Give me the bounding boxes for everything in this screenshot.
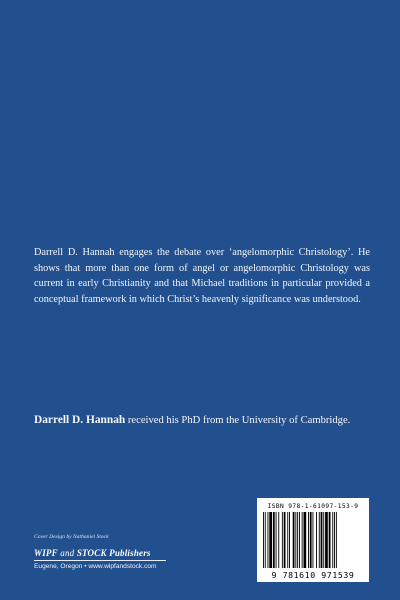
barcode-bar — [304, 512, 307, 568]
publisher-name-publishers: Publishers — [106, 548, 151, 558]
barcode-bar — [316, 512, 317, 568]
publisher-name-wipf: WIPF — [34, 548, 58, 558]
isbn-barcode — [257, 498, 369, 582]
barcode-bar — [329, 512, 331, 568]
barcode-bar — [276, 512, 277, 568]
barcode-bar — [336, 512, 337, 568]
barcode-bar — [289, 512, 290, 568]
publisher-name — [34, 548, 151, 558]
barcode-bar — [297, 512, 298, 568]
barcode-bar — [269, 512, 272, 568]
barcode-bar — [263, 512, 264, 568]
publisher-divider — [34, 560, 166, 561]
barcode-bar — [284, 512, 286, 568]
isbn-label: ISBN 978-1-61097-153-9 — [267, 503, 359, 510]
book-description: Darrell D. Hannah engages the debate over ‘angelomorphic Christology’. He shows that more than one form of angel or angelomorphic Christology was current in early Christianity and that Michael traditions in particular provided a conceptual framework in which Christ’s heavenly significance was understood. — [34, 247, 370, 306]
barcode-bar — [321, 512, 323, 568]
barcode-bar — [325, 512, 328, 568]
barcode-bar — [302, 512, 303, 568]
barcode-bar — [278, 512, 279, 568]
barcode-bar — [295, 512, 296, 568]
barcode-bar — [334, 512, 335, 568]
author-bio — [34, 413, 374, 428]
barcode-bar — [319, 512, 320, 568]
barcode-bar — [299, 512, 300, 568]
barcode-bar — [308, 512, 309, 568]
publisher-name-stock: STOCK — [76, 548, 107, 558]
barcode-bar — [313, 512, 314, 568]
barcode-bar — [268, 512, 269, 568]
barcode-bar — [265, 512, 266, 568]
publisher-name-and: and — [57, 548, 77, 558]
barcode-bar — [323, 512, 324, 568]
isbn-digits: 9 781610 971539 — [271, 570, 355, 580]
barcode-bar — [282, 512, 283, 568]
barcode-bar — [293, 512, 295, 568]
barcode-bar — [332, 512, 333, 568]
barcode-bar — [273, 512, 275, 568]
author-name: Darrell D. Hannah — [34, 414, 126, 426]
barcode-bar — [310, 512, 312, 568]
barcode-icon — [261, 512, 365, 570]
publisher-address: Eugene, Oregon • www.wipfandstock.com — [34, 563, 157, 570]
author-bio-text: received his PhD from the University of Cambridge. — [125, 415, 351, 426]
cover-design-credit: Cover Design by Nathaniel Stock — [34, 534, 109, 540]
barcode-bar — [287, 512, 288, 568]
